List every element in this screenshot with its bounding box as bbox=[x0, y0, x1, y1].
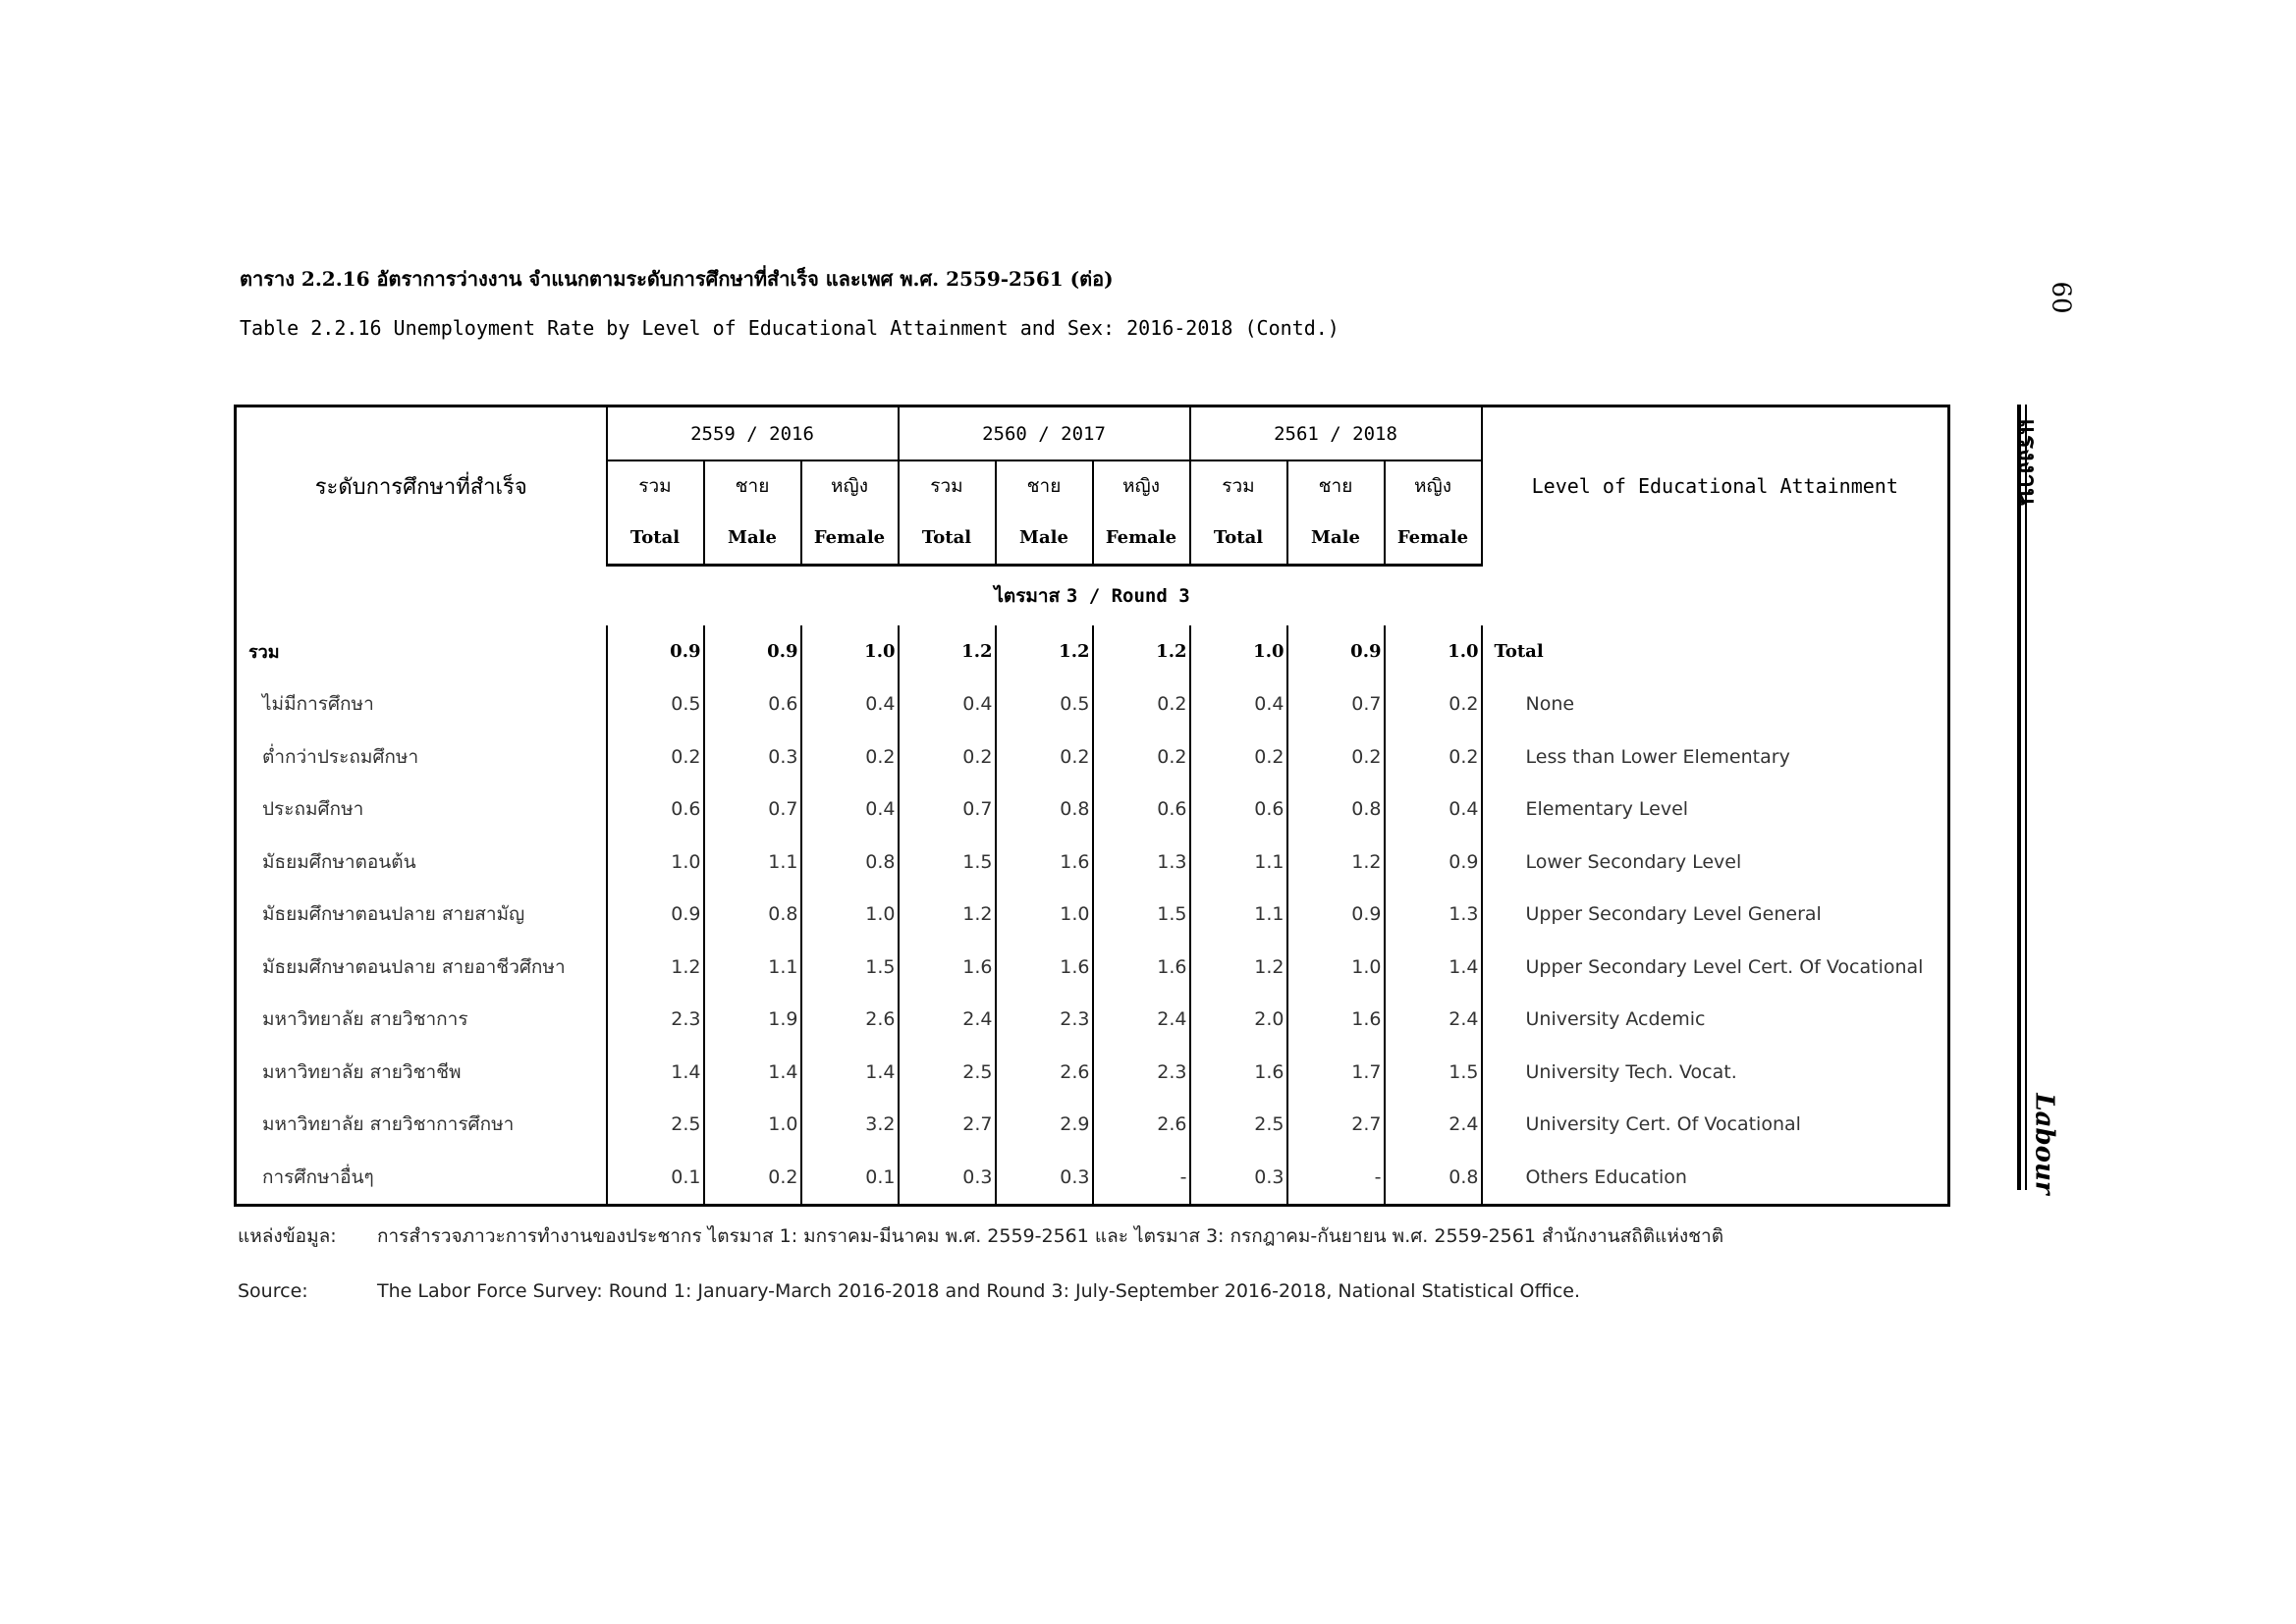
row-label-english: Upper Secondary Level Cert. Of Vocational bbox=[1525, 955, 1924, 978]
subheader-thai-0-0: รวม bbox=[607, 460, 704, 511]
subheader-english-2-1: Male bbox=[1287, 511, 1385, 566]
value-cell: 0.4 bbox=[1190, 678, 1287, 731]
value-cell: 2.3 bbox=[1093, 1046, 1190, 1099]
value-cell: 1.2 bbox=[899, 625, 996, 678]
value-cell: 1.6 bbox=[1287, 994, 1385, 1047]
value-cell: 1.6 bbox=[996, 941, 1093, 994]
value-cell: 1.0 bbox=[1385, 625, 1482, 678]
value-cell: 1.6 bbox=[899, 941, 996, 994]
row-label-english: None bbox=[1525, 693, 1575, 716]
value-cell: 1.6 bbox=[1190, 1046, 1287, 1099]
value-cell: 2.5 bbox=[607, 1099, 704, 1152]
subheader-english-0-2: Female bbox=[801, 511, 899, 566]
value-cell: 1.2 bbox=[996, 625, 1093, 678]
value-cell: 1.0 bbox=[1287, 941, 1385, 994]
header-level-thai: ระดับการศึกษาที่สำเร็จ bbox=[236, 406, 607, 566]
subheader-english-1-0: Total bbox=[899, 511, 996, 566]
value-cell: - bbox=[1287, 1151, 1385, 1205]
value-cell: 1.2 bbox=[1190, 941, 1287, 994]
value-cell: 1.0 bbox=[801, 889, 899, 942]
row-label-english: Elementary Level bbox=[1525, 798, 1689, 821]
table-row bbox=[236, 1151, 1949, 1205]
row-label-thai: มัธยมศึกษาตอนต้น bbox=[236, 836, 607, 889]
value-cell: 0.9 bbox=[1385, 836, 1482, 889]
value-cell: 1.9 bbox=[704, 994, 801, 1047]
table-row bbox=[236, 941, 1949, 994]
value-cell: 1.4 bbox=[704, 1046, 801, 1099]
value-cell: 1.2 bbox=[607, 941, 704, 994]
row-label-english: University Acdemic bbox=[1525, 1008, 1706, 1031]
value-cell: 0.2 bbox=[1385, 678, 1482, 731]
value-cell: 2.6 bbox=[996, 1046, 1093, 1099]
table-row bbox=[236, 678, 1949, 731]
value-cell: 1.2 bbox=[1287, 836, 1385, 889]
value-cell: 0.2 bbox=[801, 731, 899, 784]
table-row bbox=[236, 836, 1949, 889]
value-cell: 1.0 bbox=[607, 836, 704, 889]
value-cell: 0.7 bbox=[1287, 678, 1385, 731]
subheader-thai-2-2: หญิง bbox=[1385, 460, 1482, 511]
source-text-english: The Labor Force Survey: Round 1: January-March 2016-2018 and Round 3: July-September 2016-2018, National Statistical Office. bbox=[377, 1280, 1581, 1302]
page-number: 60 bbox=[2046, 281, 2076, 314]
table-title-english: Table 2.2.16 Unemployment Rate by Level of Educational Attainment and Sex: 2016-2018 (Contd.) bbox=[240, 316, 1339, 340]
value-cell: 0.5 bbox=[607, 678, 704, 731]
subheader-thai-2-0: รวม bbox=[1190, 460, 1287, 511]
side-rule-thick bbox=[2017, 405, 2021, 1190]
value-cell: 2.7 bbox=[1287, 1099, 1385, 1152]
subheader-thai-1-2: หญิง bbox=[1093, 460, 1190, 511]
value-cell: 0.2 bbox=[996, 731, 1093, 784]
side-label-english: Labour bbox=[2029, 1093, 2059, 1195]
value-cell: 0.8 bbox=[801, 836, 899, 889]
value-cell: 1.2 bbox=[899, 889, 996, 942]
value-cell: 0.4 bbox=[1385, 784, 1482, 837]
value-cell: 0.9 bbox=[1287, 889, 1385, 942]
value-cell: 0.8 bbox=[704, 889, 801, 942]
value-cell: 0.2 bbox=[1287, 731, 1385, 784]
table-row bbox=[236, 1046, 1949, 1099]
row-label-english: University Cert. Of Vocational bbox=[1525, 1113, 1801, 1136]
value-cell: 0.6 bbox=[607, 784, 704, 837]
value-cell: 0.8 bbox=[996, 784, 1093, 837]
header-level-english: Level of Educational Attainment bbox=[1482, 406, 1949, 566]
subheader-english-1-2: Female bbox=[1093, 511, 1190, 566]
value-cell: 1.6 bbox=[996, 836, 1093, 889]
subheader-thai-0-2: หญิง bbox=[801, 460, 899, 511]
value-cell: 0.7 bbox=[899, 784, 996, 837]
side-label-thai: แรงงาน bbox=[2011, 418, 2042, 506]
subheader-english-2-0: Total bbox=[1190, 511, 1287, 566]
value-cell: 0.3 bbox=[1190, 1151, 1287, 1205]
row-label-thai: การศึกษาอื่นๆ bbox=[236, 1151, 607, 1205]
table-row bbox=[236, 1099, 1949, 1152]
value-cell: 2.5 bbox=[1190, 1099, 1287, 1152]
table-row bbox=[236, 784, 1949, 837]
source-text-thai: การสำรวจภาวะการทำงานของประชากร ไตรมาส 1: มกราคม-มีนาคม พ.ศ. 2559-2561 และ ไตรมาส 3: กรกฎาคม-กันยายน พ.ศ. 2559-2561 สำนักงานสถิติแห่งชาติ bbox=[377, 1225, 1724, 1247]
unemployment-table bbox=[234, 405, 1950, 1207]
value-cell: 0.6 bbox=[1093, 784, 1190, 837]
subheader-english-2-2: Female bbox=[1385, 511, 1482, 566]
value-cell: 1.0 bbox=[801, 625, 899, 678]
value-cell: 2.3 bbox=[607, 994, 704, 1047]
value-cell: 2.6 bbox=[1093, 1099, 1190, 1152]
header-year-2018: 2561 / 2018 bbox=[1190, 406, 1482, 461]
source-label-english: Source: bbox=[238, 1280, 308, 1302]
value-cell: 2.5 bbox=[899, 1046, 996, 1099]
subheader-thai-1-0: รวม bbox=[899, 460, 996, 511]
table-row bbox=[236, 994, 1949, 1047]
value-cell: 2.4 bbox=[1093, 994, 1190, 1047]
value-cell: 0.1 bbox=[607, 1151, 704, 1205]
value-cell: 1.7 bbox=[1287, 1046, 1385, 1099]
value-cell: - bbox=[1093, 1151, 1190, 1205]
source-label-thai: แหล่งข้อมูล: bbox=[238, 1225, 337, 1247]
value-cell: 3.2 bbox=[801, 1099, 899, 1152]
value-cell: 0.1 bbox=[801, 1151, 899, 1205]
row-label-english: Upper Secondary Level General bbox=[1525, 903, 1822, 926]
value-cell: 0.2 bbox=[899, 731, 996, 784]
value-cell: 0.3 bbox=[704, 731, 801, 784]
row-label-thai: มหาวิทยาลัย สายวิชาชีพ bbox=[236, 1046, 607, 1099]
value-cell: 0.5 bbox=[996, 678, 1093, 731]
value-cell: 2.4 bbox=[1385, 1099, 1482, 1152]
value-cell: 2.9 bbox=[996, 1099, 1093, 1152]
value-cell: 0.3 bbox=[996, 1151, 1093, 1205]
subheader-english-0-0: Total bbox=[607, 511, 704, 566]
value-cell: 0.7 bbox=[704, 784, 801, 837]
value-cell: 1.3 bbox=[1093, 836, 1190, 889]
row-label-thai: มัธยมศึกษาตอนปลาย สายอาชีวศึกษา bbox=[236, 941, 607, 994]
row-label-english: Less than Lower Elementary bbox=[1525, 745, 1790, 768]
row-label-thai: มัธยมศึกษาตอนปลาย สายสามัญ bbox=[236, 889, 607, 942]
side-rule-thin bbox=[2025, 405, 2027, 1190]
value-cell: 1.5 bbox=[899, 836, 996, 889]
value-cell: 0.2 bbox=[1385, 731, 1482, 784]
table-row bbox=[236, 625, 1949, 678]
row-label-thai: มหาวิทยาลัย สายวิชาการศึกษา bbox=[236, 1099, 607, 1152]
value-cell: 2.0 bbox=[1190, 994, 1287, 1047]
value-cell: 1.4 bbox=[1385, 941, 1482, 994]
value-cell: 1.6 bbox=[1093, 941, 1190, 994]
value-cell: 2.3 bbox=[996, 994, 1093, 1047]
round-label-thai: ไตรมาส bbox=[994, 585, 1061, 607]
row-label-thai: มหาวิทยาลัย สายวิชาการ bbox=[236, 994, 607, 1047]
subheader-thai-2-1: ชาย bbox=[1287, 460, 1385, 511]
table-row bbox=[236, 731, 1949, 784]
value-cell: 2.4 bbox=[1385, 994, 1482, 1047]
value-cell: 1.0 bbox=[996, 889, 1093, 942]
value-cell: 0.9 bbox=[1287, 625, 1385, 678]
value-cell: 1.1 bbox=[704, 941, 801, 994]
value-cell: 1.1 bbox=[1190, 889, 1287, 942]
value-cell: 0.2 bbox=[607, 731, 704, 784]
row-label-english: Total bbox=[1494, 641, 1544, 663]
round-label bbox=[236, 566, 1949, 626]
value-cell: 1.5 bbox=[1385, 1046, 1482, 1099]
value-cell: 0.8 bbox=[1287, 784, 1385, 837]
row-label-thai: ต่ำกว่าประถมศึกษา bbox=[236, 731, 607, 784]
value-cell: 0.2 bbox=[1093, 731, 1190, 784]
row-label-english: Lower Secondary Level bbox=[1525, 850, 1742, 873]
subheader-english-1-1: Male bbox=[996, 511, 1093, 566]
value-cell: 0.3 bbox=[899, 1151, 996, 1205]
value-cell: 0.9 bbox=[704, 625, 801, 678]
table-row bbox=[236, 889, 1949, 942]
value-cell: 2.4 bbox=[899, 994, 996, 1047]
value-cell: 1.1 bbox=[704, 836, 801, 889]
row-label-thai: ประถมศึกษา bbox=[236, 784, 607, 837]
value-cell: 1.0 bbox=[704, 1099, 801, 1152]
value-cell: 0.4 bbox=[801, 784, 899, 837]
value-cell: 1.4 bbox=[801, 1046, 899, 1099]
subheader-thai-0-1: ชาย bbox=[704, 460, 801, 511]
value-cell: 1.1 bbox=[1190, 836, 1287, 889]
value-cell: 2.7 bbox=[899, 1099, 996, 1152]
value-cell: 0.8 bbox=[1385, 1151, 1482, 1205]
value-cell: 1.0 bbox=[1190, 625, 1287, 678]
subheader-english-0-1: Male bbox=[704, 511, 801, 566]
value-cell: 0.6 bbox=[1190, 784, 1287, 837]
value-cell: 1.5 bbox=[1093, 889, 1190, 942]
value-cell: 1.2 bbox=[1093, 625, 1190, 678]
value-cell: 0.2 bbox=[1093, 678, 1190, 731]
value-cell: 1.4 bbox=[607, 1046, 704, 1099]
row-label-thai: รวม bbox=[236, 625, 607, 678]
value-cell: 0.4 bbox=[899, 678, 996, 731]
row-label-english: University Tech. Vocat. bbox=[1525, 1060, 1737, 1083]
value-cell: 0.9 bbox=[607, 889, 704, 942]
subheader-thai-1-1: ชาย bbox=[996, 460, 1093, 511]
table-title-thai: ตาราง 2.2.16 อัตราการว่างงาน จำแนกตามระดับการศึกษาที่สำเร็จ และเพศ พ.ศ. 2559-2561 (ต่อ) bbox=[240, 267, 1114, 291]
value-cell: 1.3 bbox=[1385, 889, 1482, 942]
header-year-2017: 2560 / 2017 bbox=[899, 406, 1190, 461]
value-cell: 2.6 bbox=[801, 994, 899, 1047]
value-cell: 0.9 bbox=[607, 625, 704, 678]
value-cell: 0.2 bbox=[1190, 731, 1287, 784]
header-year-2016: 2559 / 2016 bbox=[607, 406, 899, 461]
value-cell: 0.4 bbox=[801, 678, 899, 731]
value-cell: 0.2 bbox=[704, 1151, 801, 1205]
value-cell: 1.5 bbox=[801, 941, 899, 994]
value-cell: 0.6 bbox=[704, 678, 801, 731]
row-label-thai: ไม่มีการศึกษา bbox=[236, 678, 607, 731]
round-label-number: 3 / Round 3 bbox=[1066, 585, 1190, 607]
row-label-english: Others Education bbox=[1525, 1165, 1687, 1188]
